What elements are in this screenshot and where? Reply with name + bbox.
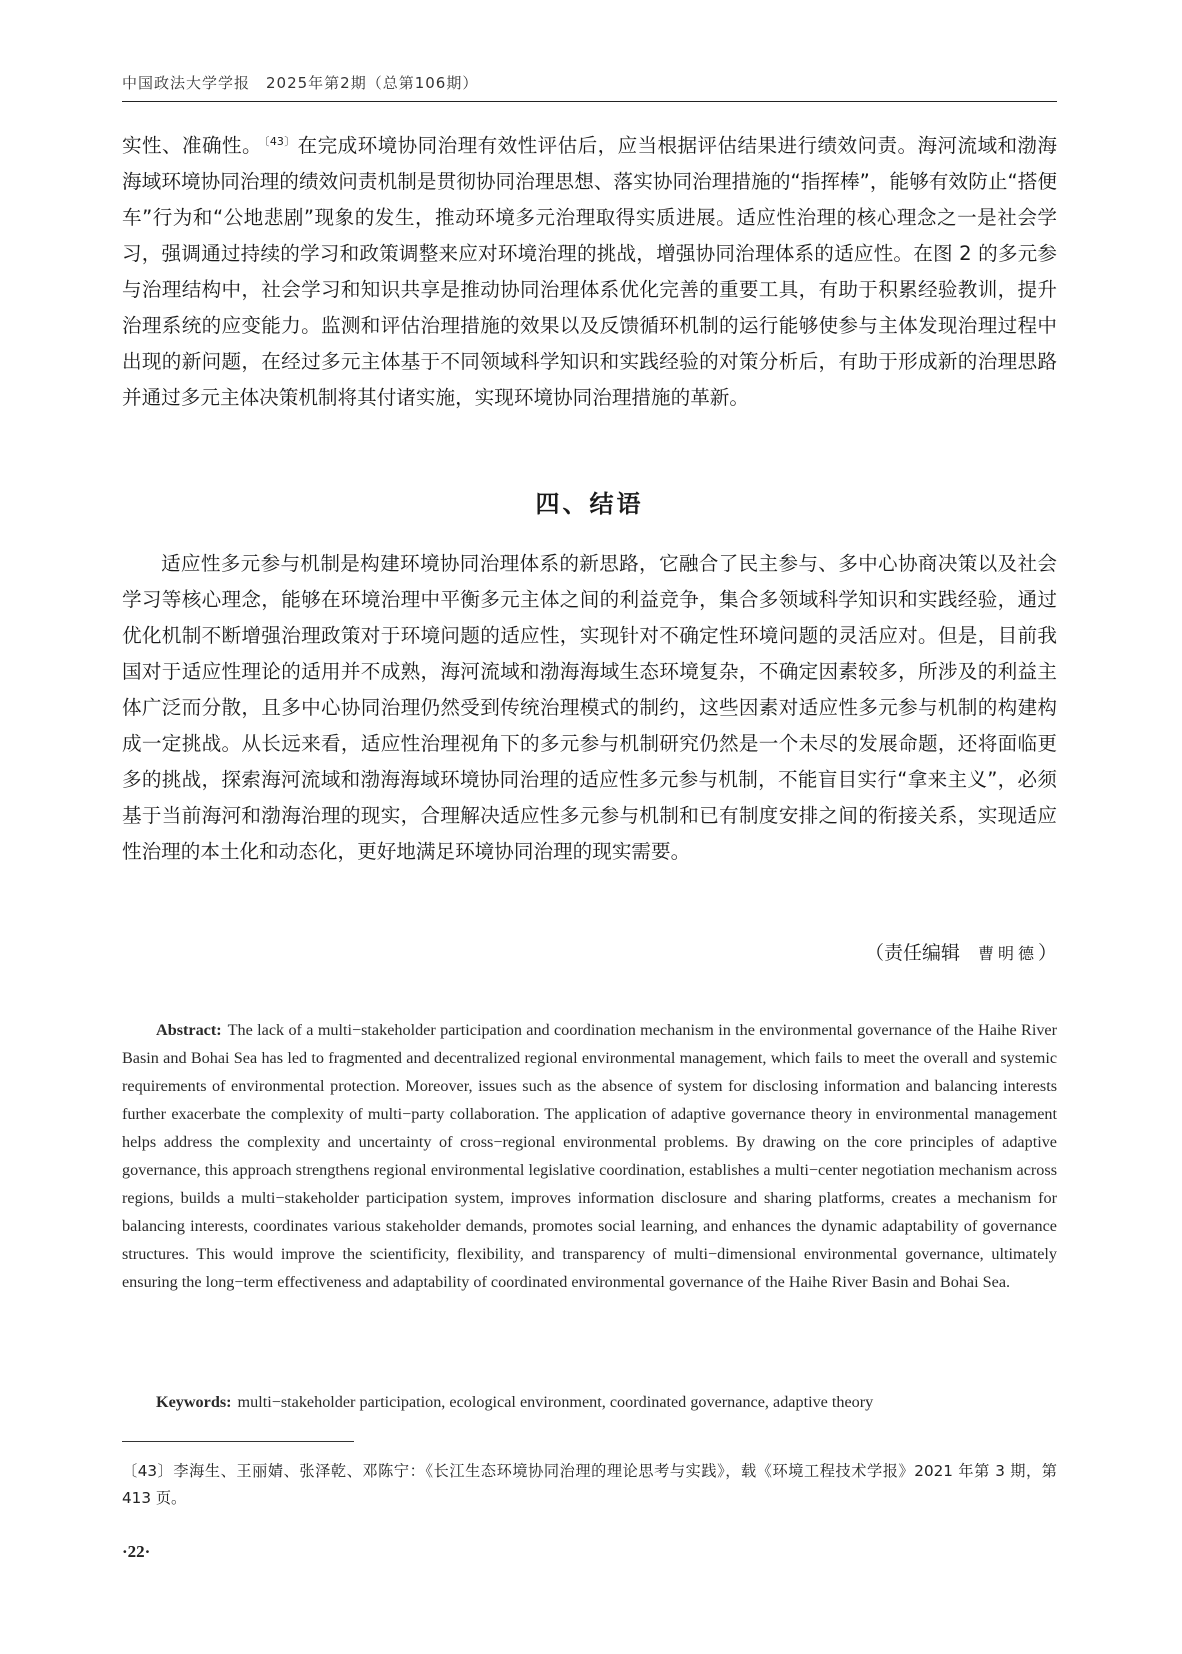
paragraph-1-start: 实性、准确性。 (122, 134, 262, 157)
body-paragraph-1 (122, 128, 1057, 416)
english-keywords (156, 1388, 1056, 1416)
header-rule (122, 101, 1057, 102)
abstract-label: Abstract: (156, 1021, 222, 1039)
editor-name: 曹明德 (977, 944, 1038, 963)
footnote-43: 〔43〕李海生、王丽婧、张泽乾、邓陈宁：《长江生态环境协同治理的理论思考与实践》，载《环境工程技术学报》2021 年第 3 期，第 413 页。 (122, 1462, 1057, 1507)
keywords-label: Keywords: (156, 1393, 232, 1411)
running-head: 中国政法大学学报 2025年第2期（总第106期） (122, 74, 479, 92)
body-paragraph-2: 适应性多元参与机制是构建环境协同治理体系的新思路，它融合了民主参与、多中心协商决策以及社会学习等核心理念，能够在环境治理中平衡多元主体之间的利益竞争，集合多领域科学知识和实践经验，通过优化机制不断增强治理政策对于环境问题的适应性，实现针对不确定性环境问题的灵活应对。但是，目前我国对于适应性理论的适用并不成熟，海河流域和渤海海域生态环境复杂，不确定因素较多，所涉及的利益主体广泛而分散，且多中心协同治理仍然受到传统治理模式的制约，这些因素对适应性多元参与机制的构建构成一定挑战。从长远来看，适应性治理视角下的多元参与机制研究仍然是一个未尽的发展命题，还将面临更多的挑战，探索海河流域和渤海海域环境协同治理的适应性多元参与机制，不能盲目实行“拿来主义”，必须基于当前海河和渤海治理的现实，合理解决适应性多元参与机制和已有制度安排之间的衔接关系，实现适应性治理的本土化和动态化，更好地满足环境协同治理的现实需要。 (122, 552, 1057, 863)
editor-label: 责任编辑 (883, 942, 960, 964)
footnote-reference-43[interactable]: 〔43〕 (263, 135, 296, 148)
keywords-text: multi−stakeholder participation, ecological environment, coordinated governance, adaptive theory (237, 1393, 874, 1411)
responsible-editor (865, 938, 1057, 965)
footnote-rule (122, 1441, 354, 1442)
page-number: ·22· (122, 1542, 151, 1561)
english-abstract (122, 1016, 1057, 1296)
paragraph-1-rest: 在完成环境协同治理有效性评估后，应当根据评估结果进行绩效问责。海河流域和渤海海域环境协同治理的绩效问责机制是贯彻协同治理思想、落实协同治理措施的“指挥棒”，能够有效防止“搭便车”行为和“公地悲剧”现象的发生，推动环境多元治理取得实质进展。适应性治理的核心理念之一是社会学习，强调通过持续的学习和政策调整来应对环境治理的挑战，增强协同治理体系的适应性。在图 2 的多元参与治理结构中，社会学习和知识共享是推动协同治理体系优化完善的重要工具，有助于积累经验教训，提升治理系统的应变能力。监测和评估治理措施的效果以及反馈循环机制的运行能够使参与主体发现治理过程中出现的新问题，在经过多元主体基于不同领域科学知识和实践经验的对策分析后，有助于形成新的治理思路并通过多元主体决策机制将其付诸实施，实现环境协同治理措施的革新。 (122, 134, 1058, 409)
editor-close-paren: ） (1037, 942, 1057, 964)
section-heading-conclusion: 四、结语 (535, 490, 644, 518)
abstract-text: The lack of a multi−stakeholder participation and coordination mechanism in the environmental governance of the Haihe River Basin and Bohai Sea has led to fragmented and decentralized regional environmental management, which fails to meet the overall and systemic requirements of environmental protection. Moreover, issues such as the absence of system for disclosing information and balancing interests further exacerbate the complexity of multi−party collaboration. The application of adaptive governance theory in environmental management helps address the complexity and uncertainty of cross−regional environmental problems. By drawing on the core principles of adaptive governance, this approach strengthens regional environmental legislative coordination, establishes a multi−center negotiation mechanism across regions, builds a multi−stakeholder participation system, improves information disclosure and sharing platforms, creates a mechanism for balancing interests, coordinates various stakeholder demands, promotes social learning, and enhances the dynamic adaptability of governance structures. This would improve the scientificity, flexibility, and transparency of multi−dimensional environmental governance, ultimately ensuring the long−term effectiveness and adaptability of coordinated environmental governance of the Haihe River Basin and Bohai Sea. (122, 1021, 1057, 1291)
editor-open-paren: （ (864, 942, 884, 964)
